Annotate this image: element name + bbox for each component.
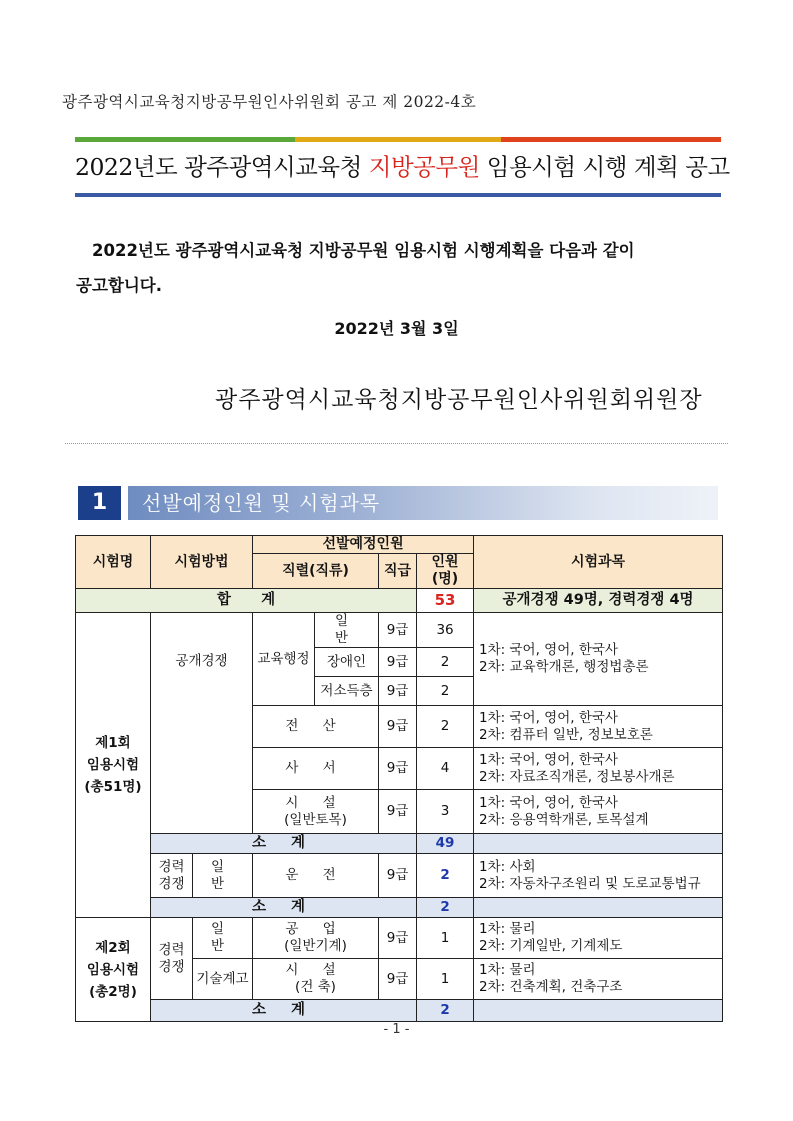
subject-line: 1차: 국어, 영어, 한국사 [479,794,618,811]
edu-sub-lowincome: 저소득층 [315,677,379,706]
subject-line: 1차: 국어, 영어, 한국사 [479,709,618,726]
title-part1: 2022년도 광주광역시교육청 [75,153,369,181]
count: 4 [417,748,474,790]
grade: 9급 [379,748,417,790]
position-driving: 운 전 [253,854,379,898]
position-line: 시 설 [285,962,346,978]
round2-name [76,918,151,1022]
grade: 9급 [379,613,417,648]
subtotal-label: 소 계 [151,1000,417,1022]
notice-date: 2022년 3월 3일 [334,319,459,338]
subtotal-count: 2 [417,898,474,918]
round1-name-l2: 임용시험 [86,757,140,773]
position-line: 공 업 [285,921,346,937]
total-count: 53 [417,589,474,613]
color-divider [75,137,721,142]
page-number: - 1 - [383,1022,410,1037]
table-row [76,854,723,898]
count: 1 [417,959,474,1000]
position-line: 시 설 [285,794,346,811]
subject-line: 2차: 자료조직개론, 정보봉사개론 [479,768,675,785]
grade: 9급 [379,790,417,834]
position-facility [253,790,379,834]
title-underline [75,193,721,197]
architecture-subjects [474,959,723,1000]
librarian-subjects [474,748,723,790]
method-line: 경쟁 [158,875,185,892]
position-industry [253,918,379,959]
subject-line: 2차: 건축계획, 건축구조 [479,979,623,995]
header-position: 직렬(직류) [253,554,379,589]
grade: 9급 [379,959,417,1000]
edu-sub-disabled: 장애인 [315,648,379,677]
count: 36 [417,613,474,648]
subject-line: 1차: 물리 [479,962,536,978]
open-method-label: 공개경쟁 [175,653,228,669]
subtotal-empty [474,1000,723,1022]
subject-line: 2차: 컴퓨터 일반, 정보보호론 [479,726,653,743]
grade: 9급 [379,706,417,748]
position-line: (일반토목) [284,811,347,828]
round1-name [76,613,151,918]
header-grade: 직급 [379,554,417,589]
subject-line: 1차: 물리 [479,921,536,937]
subject-line: 1차: 사회 [479,858,536,875]
header-planned: 선발예정인원 [253,536,474,554]
intro-line2: 공고합니다. [76,276,162,295]
subtotal-label: 소 계 [151,834,417,854]
grade: 9급 [379,677,417,706]
position-architecture [253,959,379,1000]
header-subjects: 시험과목 [474,536,723,589]
signer: 광주광역시교육청지방공무원인사위원회위원장 [215,387,703,413]
edu-admin-label: 교육행정 [253,613,315,706]
position-computing: 전 산 [253,706,379,748]
subtotal-empty [474,898,723,918]
subject-line: 2차: 자동차구조원리 및 도로교통법규 [479,875,701,892]
round2-name-l3: (총2명) [89,983,137,1000]
table-row [76,613,723,648]
section-number: 1 [78,486,121,520]
header-exam-name: 시험명 [76,536,151,589]
round2-name-l1: 제2회 [95,939,131,956]
computing-subjects [474,706,723,748]
count: 2 [417,854,474,898]
round2-kind-general: 일 반 [193,918,253,959]
edu-sub-general: 일 반 [315,613,379,648]
edu-subjects [474,613,723,706]
subject-line: 1차: 국어, 영어, 한국사 [479,751,618,768]
intro-paragraph [76,233,726,303]
grade: 9급 [379,918,417,959]
subtotal-count: 2 [417,1000,474,1022]
header-count: 인원(명) [417,554,474,589]
page-title [75,148,730,182]
subtotal-count: 49 [417,834,474,854]
subtotal-row [76,834,723,854]
table-row [76,918,723,959]
method-line: 경쟁 [158,958,185,975]
subject-line: 2차: 기계일반, 기계제도 [479,938,623,954]
round1-name-l1: 제1회 [95,735,131,751]
total-label: 합 계 [76,589,417,613]
method-line: 경력 [158,858,185,875]
round2-kind-tech: 기술계고 [193,959,253,1000]
dotted-divider [65,443,728,444]
round1-name-l3: (총51명) [84,779,142,795]
section-title: 선발예정인원 및 시험과목 [142,491,381,515]
grade: 9급 [379,854,417,898]
count: 1 [417,918,474,959]
title-part3: 임용시험 시행 계획 공고 [479,153,730,181]
driving-subjects [474,854,723,898]
career-kind: 일 반 [193,854,253,898]
header-exam-method: 시험방법 [151,536,253,589]
exam-table [75,535,723,1022]
count: 3 [417,790,474,834]
round2-name-l2: 임용시험 [86,961,140,978]
count: 2 [417,706,474,748]
subject-line: 1차: 국어, 영어, 한국사 [479,642,618,658]
count: 2 [417,648,474,677]
subtotal-empty [474,834,723,854]
method-line: 경력 [158,941,185,958]
round2-method [151,918,193,1000]
subject-line: 2차: 교육학개론, 행정법총론 [479,659,649,675]
facility-subjects [474,790,723,834]
notice-header: 광주광역시교육청지방공무원인사위원회 공고 제 2022-4호 [62,93,477,111]
count: 2 [417,677,474,706]
round1-open-method [151,613,253,834]
total-note: 공개경쟁 49명, 경력경쟁 4명 [474,589,723,613]
position-line: (건 축) [295,979,336,995]
subtotal-row [76,898,723,918]
position-line: (일반기계) [284,938,347,954]
industry-subjects [474,918,723,959]
career-method [151,854,193,898]
subtotal-label: 소 계 [151,898,417,918]
subject-line: 2차: 응용역학개론, 토목설계 [479,811,649,828]
title-highlight: 지방공무원 [368,153,480,181]
total-row [76,589,723,613]
grade: 9급 [379,648,417,677]
position-librarian: 사 서 [253,748,379,790]
subtotal-row [76,1000,723,1022]
intro-line1: 2022년도 광주광역시교육청 지방공무원 임용시험 시행계획을 다음과 같이 [92,241,635,260]
